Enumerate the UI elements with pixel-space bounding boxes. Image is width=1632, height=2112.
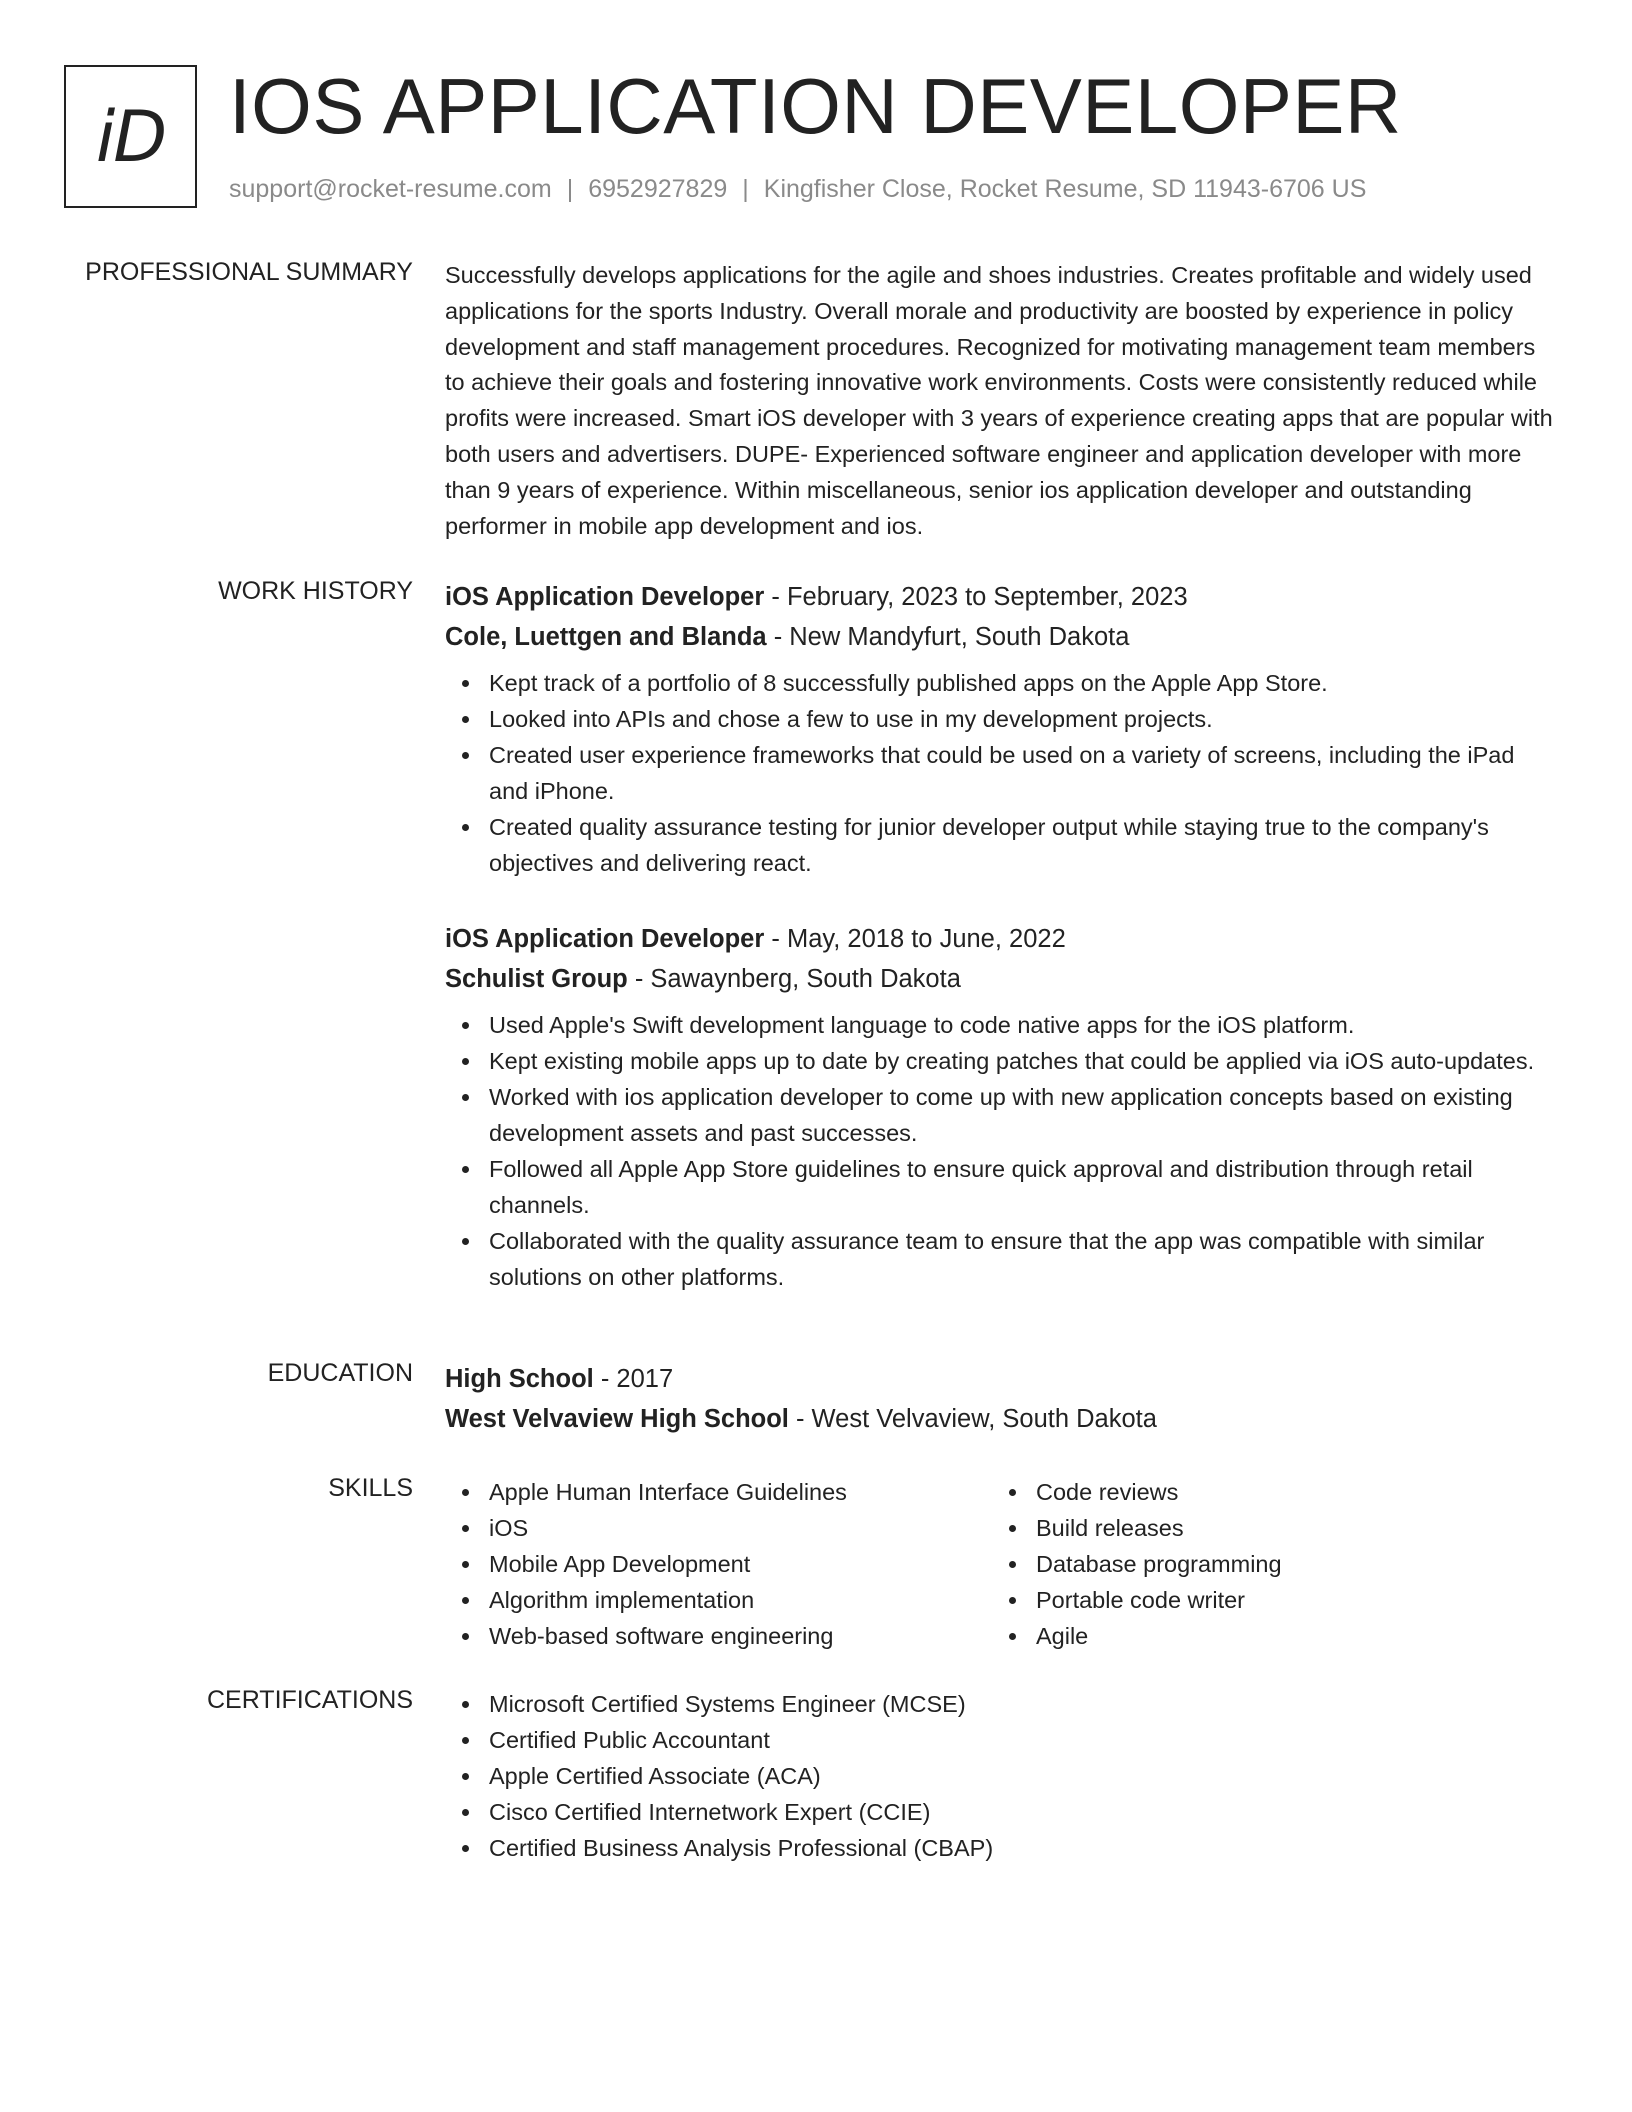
work-history-list bbox=[445, 577, 1555, 1333]
list-item: Worked with ios application developer to come up with new application concepts based on existing development assets and past successes. bbox=[445, 1079, 1555, 1151]
list-item: Kept track of a portfolio of 8 successfully published apps on the Apple App Store. bbox=[445, 665, 1555, 701]
education-school-line bbox=[445, 1399, 1555, 1439]
skill-item: Database programming bbox=[992, 1546, 1539, 1582]
certification-item: Apple Certified Associate (ACA) bbox=[445, 1758, 1555, 1794]
job-entry bbox=[445, 577, 1555, 881]
job-title-line bbox=[445, 577, 1555, 617]
skill-item: Code reviews bbox=[992, 1474, 1539, 1510]
skills-column-1 bbox=[445, 1474, 992, 1654]
certifications-items bbox=[445, 1686, 1555, 1866]
resume-header bbox=[64, 62, 1564, 210]
job-company-line bbox=[445, 959, 1555, 999]
job-title: iOS Application Developer bbox=[445, 925, 765, 953]
section-label: SKILLS bbox=[328, 1474, 413, 1502]
job-bullets bbox=[445, 665, 1555, 881]
job-title-line bbox=[445, 919, 1555, 959]
skill-item: Web-based software engineering bbox=[445, 1618, 992, 1654]
job-company: Schulist Group bbox=[445, 965, 628, 993]
contact-phone: 6952927829 bbox=[588, 175, 728, 203]
section-label: EDUCATION bbox=[267, 1359, 413, 1387]
skill-item: Build releases bbox=[992, 1510, 1539, 1546]
skills-column-2 bbox=[992, 1474, 1539, 1654]
list-item: Collaborated with the quality assurance team to ensure that the app was compatible with similar solutions on other platforms. bbox=[445, 1223, 1555, 1295]
job-dates: - May, 2018 to June, 2022 bbox=[764, 925, 1066, 953]
list-item: Created user experience frameworks that could be used on a variety of screens, including the iPad and iPhone. bbox=[445, 737, 1555, 809]
education-degree-line bbox=[445, 1359, 1555, 1399]
job-bullets bbox=[445, 1007, 1555, 1295]
contact-separator: | bbox=[742, 175, 749, 203]
certifications-list bbox=[445, 1686, 1555, 1866]
list-item: Used Apple's Swift development language to code native apps for the iOS platform. bbox=[445, 1007, 1555, 1043]
skill-item: Algorithm implementation bbox=[445, 1582, 992, 1618]
list-item: Followed all Apple App Store guidelines to ensure quick approval and distribution through retail channels. bbox=[445, 1151, 1555, 1223]
certification-item: Certified Business Analysis Professional (CBAP) bbox=[445, 1830, 1555, 1866]
skill-item: iOS bbox=[445, 1510, 992, 1546]
certification-item: Microsoft Certified Systems Engineer (MCSE) bbox=[445, 1686, 1555, 1722]
page-title: IOS APPLICATION DEVELOPER bbox=[229, 62, 1402, 150]
job-entry bbox=[445, 919, 1555, 1295]
list-item: Created quality assurance testing for junior developer output while staying true to the company's objectives and delivering react. bbox=[445, 809, 1555, 881]
job-title: iOS Application Developer bbox=[445, 583, 765, 611]
list-item: Kept existing mobile apps up to date by creating patches that could be applied via iOS auto-updates. bbox=[445, 1043, 1555, 1079]
list-item: Looked into APIs and chose a few to use in my development projects. bbox=[445, 701, 1555, 737]
contact-separator: | bbox=[566, 175, 574, 203]
job-dates: - February, 2023 to September, 2023 bbox=[764, 583, 1188, 611]
job-company-line bbox=[445, 617, 1555, 657]
skill-item: Mobile App Development bbox=[445, 1546, 992, 1582]
skills-columns bbox=[445, 1474, 1555, 1654]
job-company: Cole, Luettgen and Blanda bbox=[445, 623, 767, 651]
education-school: West Velvaview High School bbox=[445, 1405, 789, 1433]
job-location: - New Mandyfurt, South Dakota bbox=[766, 623, 1130, 651]
section-label: WORK HISTORY bbox=[218, 577, 413, 605]
job-location: - Sawaynberg, South Dakota bbox=[627, 965, 961, 993]
contact-line bbox=[229, 175, 1366, 204]
contact-address: Kingfisher Close, Rocket Resume, SD 11943-6706 US bbox=[763, 175, 1367, 203]
education-degree: High School bbox=[445, 1365, 594, 1393]
skills-list bbox=[445, 1474, 1555, 1654]
skill-item: Apple Human Interface Guidelines bbox=[445, 1474, 992, 1510]
contact-email: support@rocket-resume.com bbox=[229, 175, 552, 203]
education-year: - 2017 bbox=[593, 1365, 674, 1393]
education-entry bbox=[445, 1359, 1555, 1439]
certification-item: Cisco Certified Internetwork Expert (CCIE) bbox=[445, 1794, 1555, 1830]
skill-item: Portable code writer bbox=[992, 1582, 1539, 1618]
section-label: PROFESSIONAL SUMMARY bbox=[85, 258, 413, 286]
summary-text: Successfully develops applications for the agile and shoes industries. Creates profitable and widely used applications for the sports Industry. Overall morale and productivity are boosted by experience in policy development and staff management procedures. Recognized for motivating management team members to achieve their goals and fostering innovative work environments. Costs were consistently reduced while profits were increased. Smart iOS developer with 3 years of experience creating apps that are popular with both users and advertisers. DUPE- Experienced software engineer and application developer with more than 9 years of experience. Within miscellaneous, senior ios application developer and outstanding performer in mobile app development and ios. bbox=[445, 262, 1553, 539]
section-label: CERTIFICATIONS bbox=[206, 1686, 413, 1714]
certification-item: Certified Public Accountant bbox=[445, 1722, 1555, 1758]
education-location: - West Velvaview, South Dakota bbox=[788, 1405, 1157, 1433]
skill-item: Agile bbox=[992, 1618, 1539, 1654]
monogram-logo: iD bbox=[64, 65, 197, 208]
